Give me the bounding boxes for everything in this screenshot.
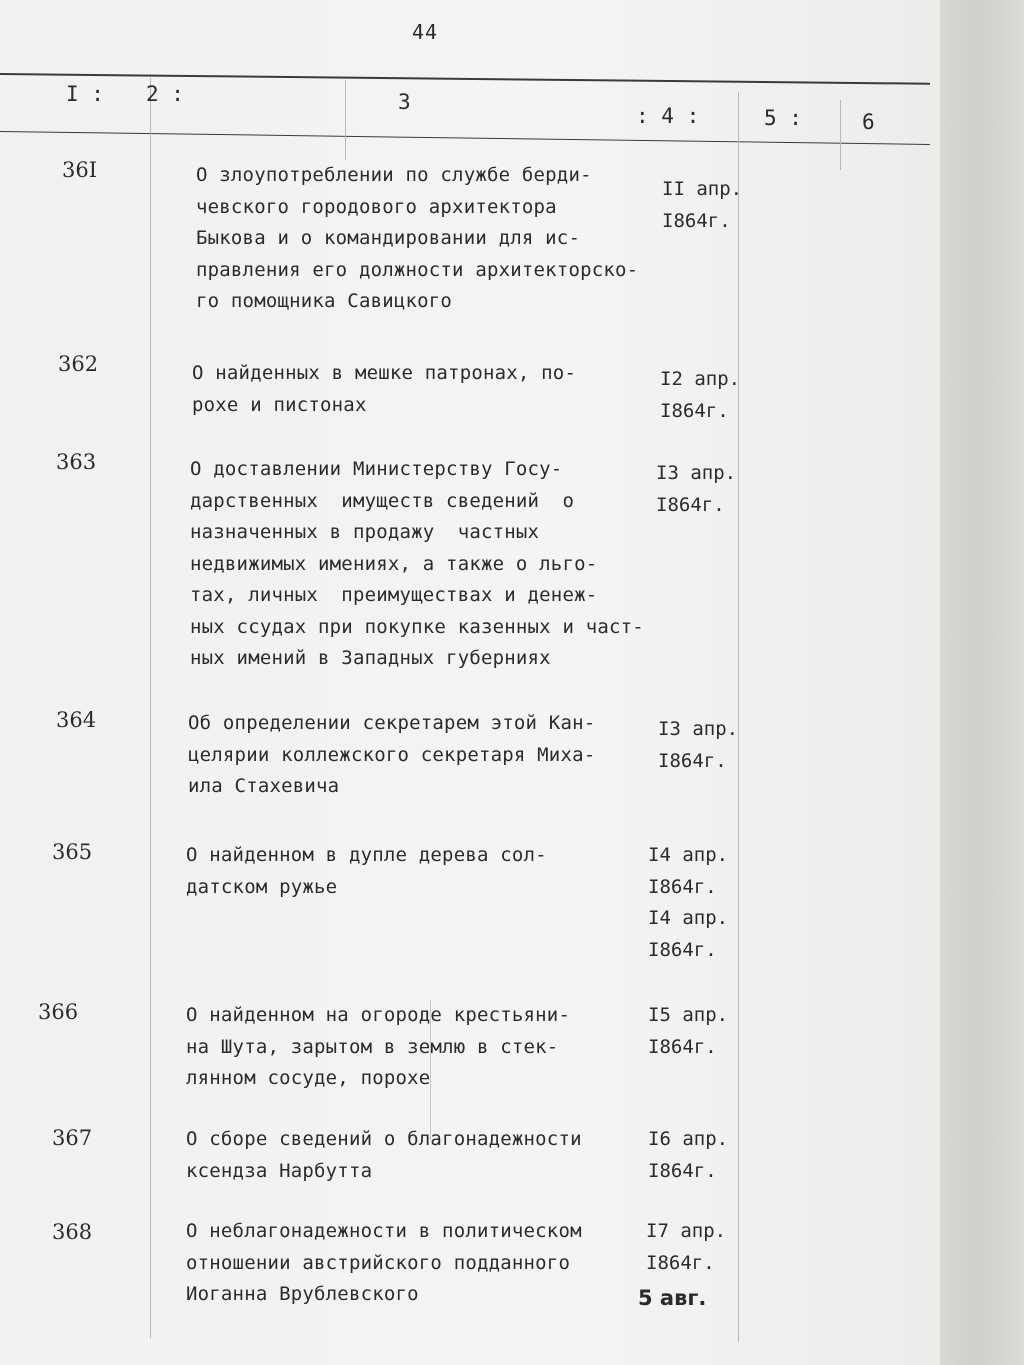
- handwritten-note: 5 авг.: [638, 1286, 707, 1310]
- case-number: 366: [38, 1000, 79, 1024]
- column-divider-2: [345, 80, 346, 160]
- case-date: I3 апр. I864г.: [656, 462, 737, 516]
- header-col-4: : 4 :: [636, 104, 700, 128]
- case-date: I5 апр. I864г.: [648, 1004, 729, 1058]
- case-date: II апр. I864г.: [662, 178, 743, 232]
- case-date: I6 апр. I864г.: [648, 1128, 729, 1182]
- case-title: О злоупотреблении по службе берди- чевского городового архитектора Быкова и о командировании для ис- правления его должности архитекторско- го помощника Савицкого: [196, 164, 639, 312]
- case-title: О сборе сведений о благонадежности ксендза Нарбутта: [186, 1128, 582, 1182]
- column-divider-1: [150, 78, 151, 1338]
- case-number: 362: [58, 352, 99, 376]
- case-number: 364: [56, 708, 97, 732]
- case-number: 365: [52, 840, 93, 864]
- header-col-3: 3: [398, 90, 411, 114]
- header-col-1: I :: [66, 82, 104, 106]
- case-title: О найденном в дупле дерева сол- датском ружье: [186, 844, 547, 898]
- case-number: 36I: [62, 158, 98, 182]
- case-title: О найденных в мешке патронах, по- рохе и пистонах: [192, 362, 577, 416]
- case-title: О найденном на огороде крестьяни- на Шута, зарытом в землю в стек- лянном сосуде, порохе: [186, 1004, 571, 1089]
- column-divider-4: [738, 92, 739, 1342]
- case-number: 367: [52, 1126, 93, 1150]
- case-number: 368: [52, 1220, 93, 1244]
- case-number: 363: [56, 450, 97, 474]
- column-divider-5: [840, 100, 841, 170]
- case-title: О доставлении Министерству Госу- дарственных имуществ сведений о назначенных в продажу частных недвижимых имениях, а также о льго- тах, личных преимуществах и денеж- ных ссудах при покупке казенных и част- ных имений в Западных губерниях: [190, 458, 644, 669]
- page-number: 44: [412, 20, 439, 44]
- header-col-2: 2 :: [146, 82, 184, 106]
- case-date: I2 апр. I864г.: [660, 368, 741, 422]
- case-title: О неблагонадежности в политическом отношении австрийского подданного Иоганна Врублевского: [186, 1220, 582, 1305]
- case-date: I3 апр. I864г.: [658, 718, 739, 772]
- case-date: I7 апр. I864г.: [646, 1220, 727, 1274]
- header-col-6: 6: [862, 110, 875, 134]
- header-col-5: 5 :: [764, 106, 802, 130]
- case-date: I4 апр. I864г. I4 апр. I864г.: [648, 844, 729, 961]
- sheet-edge-shadow: [940, 0, 1024, 1365]
- case-title: Об определении секретарем этой Кан- целярии коллежского секретаря Миха- ила Стахевича: [188, 712, 596, 797]
